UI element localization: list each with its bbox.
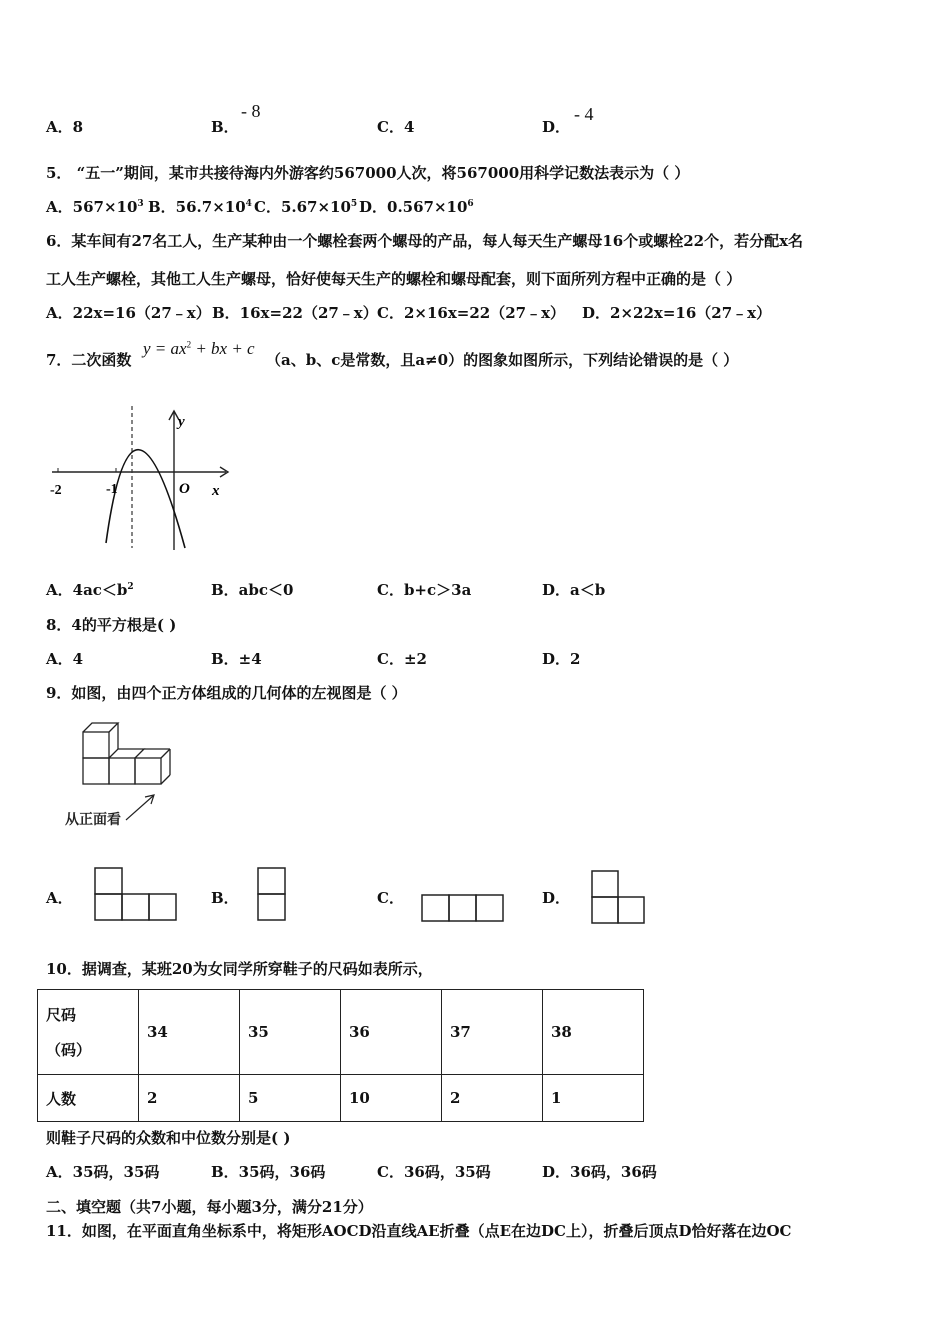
q4-option-letter: C． [377, 118, 404, 136]
q4-option-a [46, 116, 83, 137]
table-count-label: 人数 [38, 1075, 139, 1122]
shoe-size-table [37, 989, 644, 1122]
q9-option-b-label: B． [211, 889, 239, 907]
q6-stem-line1: 6．某车间有27名工人，生产某种由一个螺栓套两个螺母的产品，每人每天生产螺母16个或螺栓22个，若分配x名 [46, 232, 804, 250]
q9-cube-solid [60, 716, 190, 831]
q6-option-a: A．22x=16（27﹣x） [46, 304, 211, 322]
tick-label-minus2: -2 [50, 483, 62, 498]
q9-option-c-label: C． [377, 889, 404, 907]
table-cell-count: 2 [139, 1075, 240, 1122]
table-cell-size: 38 [543, 990, 644, 1075]
q9-option-c-figure [420, 893, 506, 925]
q5-option-b: B．$56.7\times 10^4$ [148, 198, 252, 216]
q7-option-d: D．a＜b [542, 581, 606, 599]
x-label: x [212, 483, 220, 499]
q5-option-d: D．$0.567\times 10^6$ [359, 198, 474, 216]
q9-option-d-figure [590, 869, 650, 929]
view-arrow [126, 796, 153, 820]
table-cell-size: 35 [240, 990, 341, 1075]
q7-option-a: A．$4ac<b^2$ [46, 581, 134, 599]
tick-label-minus1: -1 [106, 482, 118, 497]
q4-option-letter: D． [542, 118, 571, 136]
q9-stem: 9．如图，由四个正方体组成的几何体的左视图是（ ） [46, 684, 407, 702]
parabola-curve [106, 450, 185, 548]
q4-option-d [542, 104, 594, 137]
y-label: y [178, 414, 185, 430]
q9-option-d-label: D． [542, 889, 571, 907]
q8-option-c: C．±2 [377, 650, 427, 668]
q8-option-d: D．2 [542, 650, 581, 668]
q7-suffix: （a、b、c是常数，且a≠0）的图象如图所示，下列结论错误的是（ ） [266, 351, 739, 369]
q10-option-a: A．35码，35码 [46, 1163, 160, 1181]
q8-stem: 8．4的平方根是( ) [46, 616, 177, 634]
table-cell-count: 2 [442, 1075, 543, 1122]
q6-stem-line2: 工人生产螺栓，其他工人生产螺母，恰好使每天生产的螺栓和螺母配套，则下面所列方程中正确的是（ ） [46, 270, 742, 288]
q6-option-b: B．16x=22（27﹣x） [212, 304, 378, 322]
q4-option-value: 8 [72, 118, 84, 136]
table-row [38, 1075, 644, 1122]
q4-option-letter: A． [46, 118, 73, 136]
q7-option-c: C．b+c＞3a [377, 581, 472, 599]
table-cell-count: 10 [341, 1075, 442, 1122]
q10-question: 则鞋子尺码的众数和中位数分别是( ) [46, 1129, 291, 1147]
table-cell-size: 36 [341, 990, 442, 1075]
q10-option-b: B．35码，36码 [211, 1163, 326, 1181]
q9-caption: 从正面看 [65, 813, 121, 828]
q10-option-c: C．36码，35码 [377, 1163, 491, 1181]
q11-stem: 11．如图，在平面直角坐标系中，将矩形AOCD沿直线AE折叠（点E在边DC上），折叠后顶点D恰好落在边OC [46, 1222, 792, 1240]
q4-option-b [211, 101, 261, 137]
q4-option-value: - 8 [241, 101, 261, 121]
q10-option-d: D．36码，36码 [542, 1163, 657, 1181]
section-title: 二、填空题（共7小题，每小题3分，满分21分） [46, 1198, 373, 1216]
q8-option-b: B．±4 [211, 650, 262, 668]
q10-stem: 10．据调查，某班20为女同学所穿鞋子的尺码如表所示， [46, 960, 433, 978]
q8-option-a: A．4 [46, 650, 84, 668]
table-header-label: 尺码 （码） [38, 990, 139, 1075]
q6-option-d: D．2×22x=16（27﹣x） [582, 304, 772, 322]
q9-option-a-label: A． [46, 889, 73, 907]
table-cell-count: 1 [543, 1075, 644, 1122]
q5-option-c: C．$5.67\times 10^5$ [254, 198, 358, 216]
q4-option-c [377, 116, 414, 137]
q7-prefix: 7．二次函数 [46, 351, 132, 369]
q7-parabola-graph [40, 400, 240, 555]
q7-option-b: B．abc＜0 [211, 581, 294, 599]
q5-option-a: A．$567\times 10^3$ [46, 198, 144, 216]
q4-option-value: - 4 [574, 104, 594, 124]
q9-option-b-figure [256, 866, 288, 926]
q4-option-value: 4 [403, 118, 415, 136]
table-cell-count: 5 [240, 1075, 341, 1122]
q6-option-c: C．2×16x=22（27﹣x） [377, 304, 566, 322]
table-cell-size: 34 [139, 990, 240, 1075]
q7-formula: $y = ax^2$ + bx + c [143, 339, 255, 358]
q9-option-a-figure [93, 866, 179, 932]
table-row [38, 990, 644, 1075]
q4-option-letter: B． [211, 118, 239, 136]
q5-stem: 5． “五一”期间，某市共接待海内外游客约567000人次，将567000用科学记数法表示为（ ） [46, 164, 690, 182]
table-cell-size: 37 [442, 990, 543, 1075]
origin-label: O [179, 481, 190, 497]
